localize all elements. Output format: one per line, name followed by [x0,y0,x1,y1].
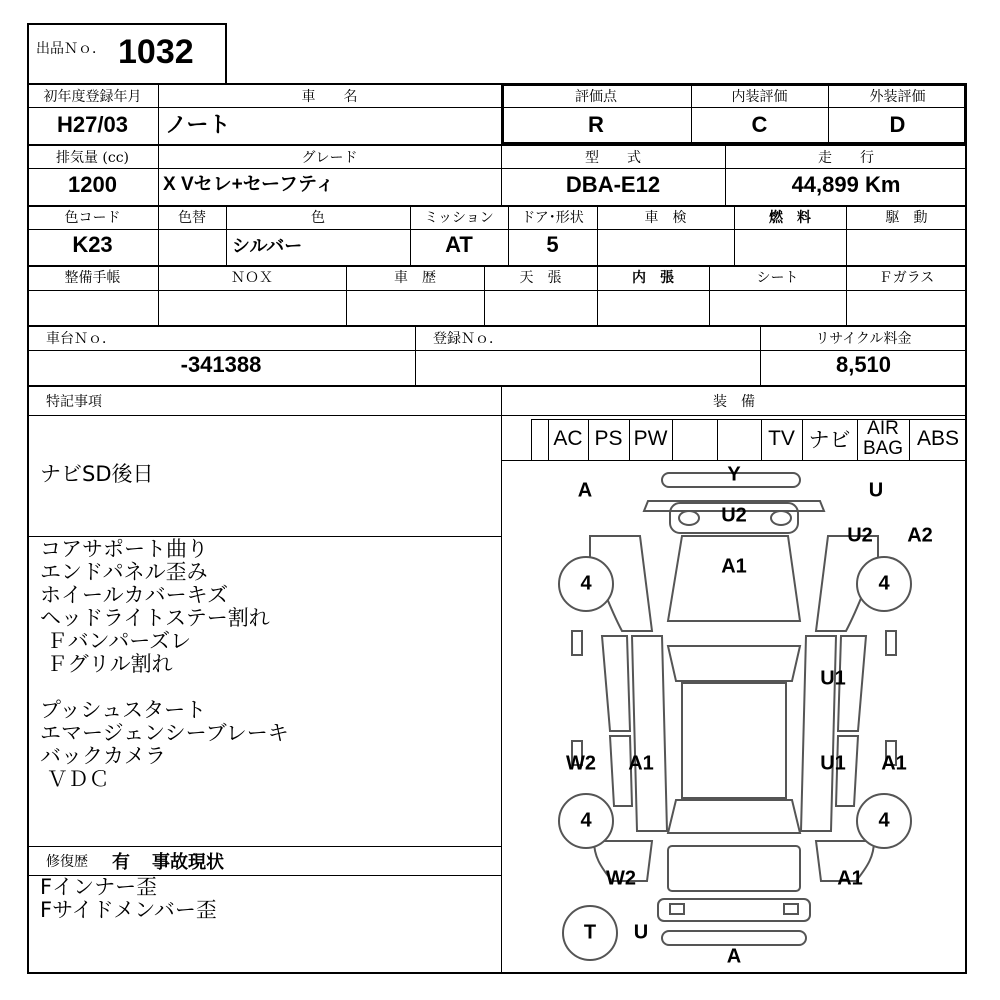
fglass-label: Ｆガラス [878,270,935,286]
door-label: ドア･形状 [521,210,584,226]
equip-blank-3 [717,419,761,459]
exterior-score-value: D [889,112,906,137]
equip-tv: TV [768,427,795,450]
mark-right-rear-u1: U1 [820,752,846,775]
car-name-value: ノート [165,112,231,137]
mark-right-fender-a2: A2 [907,524,933,547]
score-value: R [588,112,604,137]
mark-rear-fender-left: W2 [606,867,636,890]
interior-trim-label: 内 張 [632,270,674,286]
reg-year-value: H27/03 [57,112,128,137]
mark-right-fender-u2: U2 [847,524,873,547]
mark-spare-tire: T [583,921,597,944]
model-value: DBA-E12 [565,172,661,197]
mission-value: AT [445,232,473,257]
interior-score-label: 内装評価 [731,89,788,105]
fuel-label: 燃 料 [769,210,811,226]
repair-notes: Fインナー歪 Fサイドメンバー歪 [40,875,217,922]
equip-ac: AC [553,427,583,450]
recolor-label: 色替 [178,210,206,226]
door-value: 5 [546,232,559,257]
lot-label: 出品Ｎｏ． [36,41,106,57]
color-value: シルバー [232,236,303,256]
repair-label: 修復歴 [46,854,88,870]
notes-text-2: コアサポート曲り エンドパネル歪み ホイールカバーキズ ヘッドライトステー割れ Ｆバンパーズレ Ｆグリル割れ プッシュスタート エマージェンシーブレーキ バックカメラ ＶＤＣ [40,537,289,791]
grade-value: X Vセレ+セーフティ [163,174,335,195]
recycle-value: 8,510 [835,352,892,377]
maintenance-label: 整備手帳 [64,270,121,286]
notes-label: 特記事項 [46,394,102,410]
drive-label: 駆 動 [885,210,928,226]
inspection-label: 車 検 [644,210,687,226]
color-code-value: K23 [72,232,113,257]
registration-label: 登録Ｎｏ． [433,331,503,347]
lot-number: 1032 [118,33,194,71]
mark-left-rear-w2: W2 [566,752,596,775]
mark-hood: A1 [721,555,747,578]
recycle-label: リサイクル料金 [815,331,912,347]
mark-front-right-tire: 4 [878,572,890,595]
equip-pw: PW [633,427,668,450]
nox-label: ＮＯＸ [231,270,273,286]
seat-label: シート [756,270,799,286]
equip-blank-2 [672,419,717,459]
mileage-value: 44,899 Km [791,172,901,197]
history-label: 車 歴 [394,270,436,286]
equipment-label: 装 備 [713,394,755,410]
chassis-value: -341388 [180,352,262,377]
mark-front-bumper: U2 [721,504,747,527]
equip-blank-1 [531,419,548,459]
equip-airbag: AIR BAG [862,418,904,459]
mark-left-rear-a1: A1 [628,752,654,775]
mark-rear-bumper-left: U [633,921,649,944]
displacement-value: 1200 [68,172,117,197]
color-code-label: 色コード [64,210,121,226]
exterior-score-label: 外装評価 [869,89,926,105]
interior-score-value: C [751,112,768,137]
mark-rear-right-tire: 4 [878,809,890,832]
notes-text-1: ナビSD後日 [40,462,154,486]
model-label: 型 式 [585,150,641,166]
accident-label: 事故現状 [152,852,224,872]
mark-rear-bottom: A [726,945,742,968]
equip-abs: ABS [916,427,960,450]
mark-front-top: Y [727,463,741,486]
mark-front-right: U [868,479,884,502]
roof-label: 天 張 [519,270,562,286]
grade-label: グレード [301,150,358,166]
mark-right-door-front: U1 [820,667,846,690]
displacement-label: 排気量 (cc) [55,150,130,166]
reg-year-label: 初年度登録年月 [43,89,142,105]
equip-navi: ナビ [808,429,851,452]
mileage-label: 走 行 [818,150,874,166]
score-label: 評価点 [575,89,617,105]
mark-right-rear-a1: A1 [881,752,907,775]
mark-front-left: A [577,479,593,502]
mark-rear-left-tire: 4 [580,809,592,832]
color-label: 色 [311,210,325,226]
mark-front-left-tire: 4 [580,572,592,595]
car-diagram [502,461,966,973]
mission-label: ミッション [424,210,494,226]
mark-rear-fender-right: A1 [837,867,863,890]
equip-ps: PS [594,427,623,450]
chassis-label: 車台Ｎｏ． [46,331,116,347]
car-name-label: 車 名 [301,89,358,105]
repair-value: 有 [112,852,130,872]
